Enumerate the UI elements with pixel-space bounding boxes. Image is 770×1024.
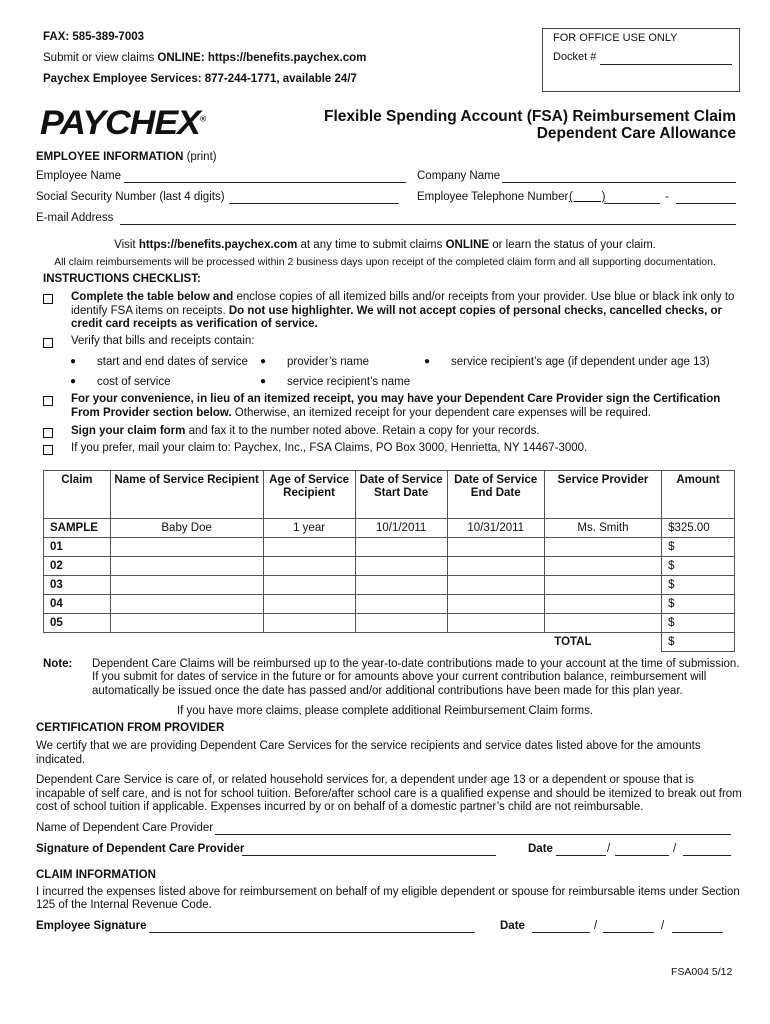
email-label: E-mail Address [36, 212, 114, 224]
phone-area-code[interactable]: ( ) [569, 191, 606, 203]
visit-notice [0, 239, 770, 251]
visit-pre: Visit [114, 239, 139, 251]
recipient-cell[interactable] [110, 557, 263, 576]
bullet-recipient-name: service recipient’s name [287, 376, 411, 388]
checklist-item-4 [71, 425, 540, 439]
employee-heading-text: EMPLOYEE INFORMATION [36, 151, 184, 163]
bullet-cost: cost of service [97, 376, 171, 388]
provider-name-label: Name of Dependent Care Provider [36, 822, 214, 834]
amount-cell[interactable]: $ [662, 557, 735, 576]
bullet-recipient-age: service recipient’s age (if dependent under age 13) [451, 356, 710, 368]
checklist-item-1-line2 [71, 305, 722, 319]
sample-provider: Ms. Smith [544, 519, 661, 538]
bullet-icon: ● [260, 376, 267, 387]
provider-date-label: Date [528, 843, 553, 855]
table-row [44, 538, 735, 557]
docket-field[interactable] [600, 64, 732, 65]
item1-bold: Complete the table below and [71, 291, 234, 303]
provider-date-year[interactable] [683, 855, 731, 856]
item1-l2-bold: Do not use highlighter. We will not accept copies of personal checks, cancelled checks, or [228, 305, 723, 317]
item1-rest: enclose copies of all itemized bills and/or receipts from your provider. Use blue or black ink only to [233, 291, 735, 303]
office-use-box [542, 28, 740, 92]
company-name-label: Company Name [417, 170, 501, 182]
checklist-item-3-line2 [71, 407, 651, 421]
checkbox-verify-bills[interactable] [43, 338, 53, 348]
row-label: 02 [44, 557, 111, 576]
online-link[interactable]: ONLINE: https://benefits.paychex.com [157, 52, 367, 64]
provider-cell[interactable] [544, 614, 661, 633]
row-label: 03 [44, 576, 111, 595]
claim-info-heading: CLAIM INFORMATION [36, 869, 156, 881]
checkbox-provider-cert[interactable] [43, 396, 53, 406]
end-cell[interactable] [447, 614, 544, 633]
form-subtitle: Dependent Care Allowance [536, 125, 736, 142]
age-cell[interactable] [263, 614, 355, 633]
visit-online: ONLINE [445, 239, 490, 251]
employee-date-year[interactable] [672, 932, 723, 933]
visit-post: or learn the status of your claim. [489, 239, 656, 251]
date-slash: / [673, 843, 677, 855]
company-name-field[interactable] [502, 182, 736, 183]
cert-para-2-line-1: Dependent Care Service is care of, or related household services for, a dependent under age 13 or a dependent or spouse that is [36, 774, 694, 786]
checklist-item-1-line3: credit card receipts as verification of service. [71, 318, 318, 330]
start-cell[interactable] [355, 557, 447, 576]
end-cell[interactable] [447, 576, 544, 595]
provider-cell[interactable] [544, 538, 661, 557]
age-cell[interactable] [263, 576, 355, 595]
amount-cell[interactable]: $ [662, 614, 735, 633]
employee-signature-label: Employee Signature [36, 920, 147, 932]
bullet-icon: ● [70, 376, 77, 387]
provider-date-month[interactable] [556, 855, 606, 856]
sample-recipient: Baby Doe [110, 519, 263, 538]
col-start-date: Date of Service Start Date [355, 471, 447, 519]
note-line-1: Dependent Care Claims will be reimbursed up to the year-to-date contributions made to your account at the time of submission. [92, 658, 740, 670]
online-prefix: Submit or view claims [43, 52, 158, 64]
end-cell[interactable] [447, 538, 544, 557]
row-label: 04 [44, 595, 111, 614]
more-claims-note: If you have more claims, please complete additional Reimbursement Claim forms. [176, 705, 594, 717]
age-cell[interactable] [263, 595, 355, 614]
cert-para-1-line-2: indicated. [36, 754, 86, 766]
employee-signature-field[interactable] [149, 932, 475, 933]
note-line-2: If you submit for dates of service in the future or for amounts above your current contribution balance, reimbursement will [92, 671, 707, 683]
item4-bold: Sign your claim form [71, 425, 186, 437]
cert-para-1-line-1: We certify that we are providing Dependent Care Services for the service recipients and service dates listed above for the amounts [36, 740, 701, 752]
recipient-cell[interactable] [110, 595, 263, 614]
logo-text: PAYCHEX [40, 104, 200, 142]
recipient-cell[interactable] [110, 576, 263, 595]
item3-l2-bold: From Provider section below. [71, 407, 232, 419]
phone-label: Employee Telephone Number [417, 191, 569, 203]
form-title: Flexible Spending Account (FSA) Reimbursement Claim [324, 108, 736, 125]
sample-label: SAMPLE [44, 519, 111, 538]
checklist-item-1 [71, 291, 734, 305]
provider-cell[interactable] [544, 557, 661, 576]
cert-para-2-line-3: cost of school tuition if applicable. Expenses incurred by or on behalf of a domestic partner’s child are not reimbursable. [36, 801, 644, 813]
col-recipient-age: Age of Service Recipient [263, 471, 355, 519]
office-use-label: FOR OFFICE USE ONLY [553, 32, 678, 44]
ssn-field[interactable] [229, 203, 399, 204]
paychex-logo [40, 104, 205, 143]
checkbox-mail-claim[interactable] [43, 445, 53, 455]
provider-date-day[interactable] [615, 855, 669, 856]
online-claims-text [43, 52, 366, 64]
employee-name-field[interactable] [124, 182, 406, 183]
table-row-sample [44, 519, 735, 538]
checkbox-complete-table[interactable] [43, 294, 53, 304]
bullet-icon: ● [424, 356, 431, 367]
sample-end: 10/31/2011 [447, 519, 544, 538]
table-row [44, 614, 735, 633]
sample-age: 1 year [263, 519, 355, 538]
email-field[interactable] [120, 224, 736, 225]
logo-reg-mark: ® [199, 114, 206, 124]
bullet-icon: ● [260, 356, 267, 367]
amount-cell[interactable]: $ [662, 576, 735, 595]
claim-info-line-1: I incurred the expenses listed above for reimbursement on behalf of my eligible dependent or spouse for reimbursable items under Section [36, 886, 740, 898]
checklist-item-5: If you prefer, mail your claim to: Paychex, Inc., FSA Claims, PO Box 3000, Henrietta, NY 14467-3000. [71, 442, 588, 454]
processing-notice: All claim reimbursements will be processed within 2 business days upon receipt of the completed claim form and all supporting documentation. [54, 256, 716, 268]
col-end-date: Date of Service End Date [447, 471, 544, 519]
phone-dash: - [665, 191, 669, 203]
start-cell[interactable] [355, 595, 447, 614]
recipient-cell[interactable] [110, 538, 263, 557]
total-row [44, 633, 735, 652]
employee-services-text: Paychex Employee Services: 877-244-1771, available 24/7 [43, 73, 357, 85]
form-code: FSA004 5/12 [671, 966, 733, 978]
end-cell[interactable] [447, 595, 544, 614]
fax-number: FAX: 585-389-7003 [43, 31, 145, 43]
amount-cell[interactable]: $ [662, 538, 735, 557]
table-row [44, 595, 735, 614]
docket-label: Docket # [553, 51, 597, 63]
employee-date-month[interactable] [532, 932, 590, 933]
amount-cell[interactable]: $ [662, 595, 735, 614]
sample-amount: $325.00 [662, 519, 735, 538]
employee-date-day[interactable] [603, 932, 654, 933]
item3-l2-rest: Otherwise, an itemized receipt for your dependent care expenses will be required. [231, 407, 651, 419]
item4-rest: and fax it to the number noted above. Retain a copy for your records. [185, 425, 540, 437]
ssn-label: Social Security Number (last 4 digits) [36, 191, 225, 203]
total-label: TOTAL [554, 636, 592, 649]
phone-line-field[interactable] [676, 203, 736, 204]
visit-url[interactable]: https://benefits.paychex.com [138, 239, 298, 251]
col-amount: Amount [662, 471, 735, 519]
date-slash: / [594, 920, 598, 932]
checklist-item-3: For your convenience, in lieu of an itemized receipt, you may have your Dependent Care Provider sign the Certification [71, 393, 721, 405]
checklist-heading: INSTRUCTIONS CHECKLIST: [43, 273, 201, 285]
provider-name-field[interactable] [215, 834, 731, 835]
employee-info-heading [36, 151, 217, 163]
total-amount-cell[interactable]: $ [662, 633, 735, 652]
date-slash: / [661, 920, 665, 932]
checkbox-sign-claim[interactable] [43, 428, 53, 438]
cert-para-2-line-2: incapable of self care, and is not for school tuition. Before/after school care is a qualified expense and should be itemized to break out from [36, 788, 742, 800]
sample-start: 10/1/2011 [355, 519, 447, 538]
claim-info-line-2: 125 of the Internal Revenue Code. [36, 899, 212, 911]
bullet-start-end-dates: start and end dates of service [97, 356, 248, 368]
visit-mid: at any time to submit claims [297, 239, 446, 251]
start-cell[interactable] [355, 576, 447, 595]
phone-prefix-field[interactable] [604, 203, 660, 204]
table-header-row [44, 471, 735, 519]
date-slash: / [607, 843, 611, 855]
provider-signature-label: Signature of Dependent Care Provider [36, 843, 245, 855]
start-cell[interactable] [355, 614, 447, 633]
row-label: 05 [44, 614, 111, 633]
table-row [44, 557, 735, 576]
col-claim: Claim [44, 471, 111, 519]
bullet-icon: ● [70, 356, 77, 367]
provider-cell[interactable] [544, 576, 661, 595]
provider-cell[interactable] [544, 595, 661, 614]
employee-date-label: Date [500, 920, 525, 932]
certification-heading: CERTIFICATION FROM PROVIDER [36, 722, 225, 734]
table-row [44, 576, 735, 595]
employee-heading-note: (print) [183, 151, 217, 163]
start-cell[interactable] [355, 538, 447, 557]
claims-table [43, 470, 735, 652]
note-label: Note: [43, 658, 73, 670]
checklist-item-2: Verify that bills and receipts contain: [71, 335, 255, 347]
row-label: 01 [44, 538, 111, 557]
end-cell[interactable] [447, 557, 544, 576]
employee-name-label: Employee Name [36, 170, 122, 182]
col-provider: Service Provider [544, 471, 661, 519]
col-recipient-name: Name of Service Recipient [110, 471, 263, 519]
note-line-3: automatically be issued once the date has passed and/or additional contributions have been made for this plan year. [92, 685, 683, 697]
age-cell[interactable] [263, 557, 355, 576]
provider-signature-field[interactable] [242, 855, 496, 856]
recipient-cell[interactable] [110, 614, 263, 633]
item1-l2-pre: identify FSA items on receipts. [71, 305, 229, 317]
age-cell[interactable] [263, 538, 355, 557]
bullet-provider-name: provider’s name [287, 356, 370, 368]
